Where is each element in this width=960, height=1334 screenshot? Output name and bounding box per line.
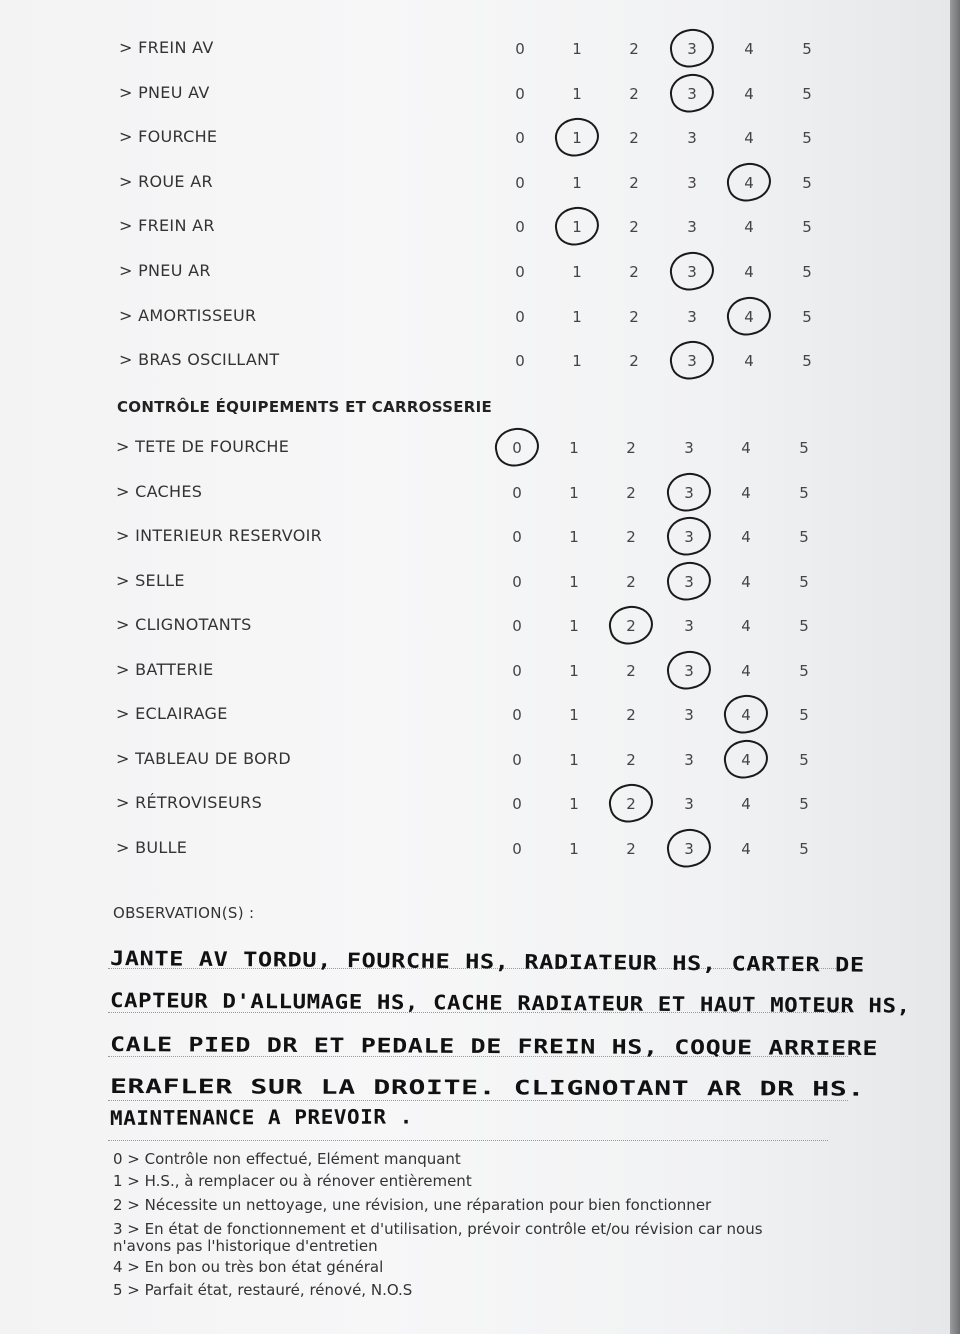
rating-option[interactable]: 4 [741, 795, 751, 813]
rating-option[interactable]: 1 [572, 173, 582, 192]
rating-selected[interactable]: 2 [619, 617, 643, 635]
checklist-item-label: > BATTERIE [116, 659, 214, 679]
rating-option[interactable]: 1 [572, 307, 582, 326]
legend-line: n'avons pas l'historique d'entretien [113, 1237, 378, 1255]
observation-handwriting: CALE PIED DR ET PEDALE DE FREIN HS, COQUE ARRIERE [109, 1032, 879, 1061]
rating-option[interactable]: 1 [569, 795, 579, 813]
rating-option[interactable]: 0 [515, 173, 525, 192]
rating-option[interactable]: 2 [626, 439, 636, 457]
rating-option[interactable]: 4 [741, 661, 751, 680]
rating-option[interactable]: 4 [741, 439, 751, 457]
paper-edge [950, 0, 960, 1334]
rating-option[interactable]: 0 [515, 129, 525, 148]
rating-option[interactable]: 0 [512, 617, 522, 635]
rating-option[interactable]: 4 [744, 263, 754, 281]
checklist-item-label: > SELLE [116, 570, 185, 590]
checklist-row [0, 526, 950, 558]
rating-selected[interactable]: 4 [737, 308, 761, 326]
rating-selected[interactable]: 2 [619, 795, 643, 813]
checklist-item-label: > ROUE AR [119, 171, 213, 191]
rating-selected[interactable]: 4 [734, 706, 758, 724]
rating-option[interactable]: 1 [569, 528, 579, 546]
checklist-row [0, 172, 950, 204]
rating-option[interactable]: 0 [512, 706, 522, 724]
observations-label: OBSERVATION(S) : [113, 904, 255, 922]
checklist-item-label: > BULLE [116, 837, 188, 857]
rating-option[interactable]: 2 [626, 483, 636, 502]
rating-selected[interactable]: 4 [737, 174, 761, 192]
rating-selected[interactable]: 3 [677, 528, 701, 546]
rating-option[interactable]: 4 [741, 528, 751, 546]
rating-option[interactable]: 5 [802, 173, 812, 192]
rating-selected[interactable]: 3 [677, 573, 701, 591]
checklist-row [0, 660, 950, 692]
rating-option[interactable]: 1 [572, 40, 582, 58]
rating-option[interactable]: 2 [629, 129, 639, 148]
rating-option[interactable]: 1 [569, 661, 579, 680]
checklist-item-label: > FREIN AR [119, 216, 215, 236]
rating-option[interactable]: 5 [799, 661, 809, 680]
legend-line: 0 > Contrôle non effectué, Elément manquant [113, 1150, 461, 1168]
checklist-row [0, 350, 950, 382]
rating-option[interactable]: 5 [799, 617, 809, 635]
rating-option[interactable]: 0 [515, 263, 525, 281]
rating-option[interactable]: 0 [512, 483, 522, 502]
rating-selected[interactable]: 1 [565, 129, 589, 147]
checklist-item-label: > ECLAIRAGE [116, 704, 228, 723]
rating-option[interactable]: 3 [684, 750, 694, 769]
legend-line: 5 > Parfait état, restauré, rénové, N.O.S [113, 1281, 413, 1299]
observation-handwriting: ERAFLER SUR LA DROITE. CLIGNOTANT AR DR HS. [109, 1074, 866, 1101]
observation-handwriting: MAINTENANCE A PREVOIR . [109, 1104, 413, 1130]
rating-option[interactable]: 0 [515, 218, 525, 237]
legend-line: 1 > H.S., à remplacer ou à rénover entièrement [113, 1172, 472, 1190]
rating-option[interactable]: 3 [684, 795, 694, 813]
rating-option[interactable]: 4 [744, 218, 754, 237]
rating-option[interactable]: 2 [626, 839, 636, 858]
rating-option[interactable]: 4 [744, 129, 754, 148]
rating-option[interactable]: 4 [741, 572, 751, 591]
rating-option[interactable]: 0 [512, 795, 522, 813]
checklist-item-label: > CLIGNOTANTS [116, 615, 252, 634]
rating-option[interactable]: 3 [687, 218, 697, 237]
rating-option[interactable]: 1 [569, 483, 579, 502]
rating-option[interactable]: 2 [626, 661, 636, 680]
rating-option[interactable]: 1 [572, 352, 582, 371]
checklist-item-label: > BRAS OSCILLANT [119, 350, 280, 370]
rating-option[interactable]: 5 [799, 483, 809, 502]
rating-option[interactable]: 4 [744, 352, 754, 371]
rating-option[interactable]: 2 [626, 706, 636, 724]
checklist-item-label: > FREIN AV [119, 38, 214, 57]
observation-handwriting: CAPTEUR D'ALLUMAGE HS, CACHE RADIATEUR ET HAUT MOTEUR HS, [109, 988, 911, 1018]
rating-option[interactable]: 2 [626, 528, 636, 546]
rating-option[interactable]: 5 [802, 218, 812, 237]
rating-option[interactable]: 4 [744, 84, 754, 103]
checklist-item-label: > AMORTISSEUR [119, 305, 257, 325]
rating-selected[interactable]: 3 [677, 840, 701, 858]
rating-option[interactable]: 3 [684, 706, 694, 724]
rating-option[interactable]: 1 [569, 706, 579, 724]
rating-option[interactable]: 4 [744, 40, 754, 58]
checklist-row [0, 306, 950, 338]
rating-option[interactable]: 0 [515, 40, 525, 58]
checklist-row [0, 482, 950, 514]
checklist-item-label: > FOURCHE [119, 127, 218, 147]
rating-option[interactable]: 5 [802, 40, 812, 58]
rating-option[interactable]: 5 [802, 129, 812, 148]
rating-option[interactable]: 2 [629, 352, 639, 371]
rating-selected[interactable]: 3 [680, 263, 704, 281]
rating-option[interactable]: 2 [629, 84, 639, 103]
rating-option[interactable]: 5 [799, 795, 809, 813]
rating-option[interactable]: 1 [572, 84, 582, 103]
rating-option[interactable]: 1 [569, 617, 579, 635]
rating-option[interactable]: 5 [799, 528, 809, 546]
rating-option[interactable]: 0 [512, 750, 522, 769]
checklist-item-label: > TABLEAU DE BORD [116, 748, 292, 768]
rating-option[interactable]: 0 [512, 839, 522, 858]
checklist-item-label: > INTERIEUR RESERVOIR [116, 526, 323, 545]
rating-selected[interactable]: 3 [680, 352, 704, 370]
checklist-row [0, 261, 950, 293]
rating-option[interactable]: 0 [515, 307, 525, 326]
rating-selected[interactable]: 3 [677, 484, 701, 502]
rating-option[interactable]: 5 [799, 839, 809, 858]
checklist-row [0, 38, 950, 70]
checklist-row [0, 704, 950, 736]
rating-selected[interactable]: 3 [677, 662, 701, 680]
rating-selected[interactable]: 4 [734, 751, 758, 769]
checklist-item-label: > PNEU AR [119, 261, 211, 280]
rating-option[interactable]: 5 [802, 352, 812, 371]
rating-option[interactable]: 3 [684, 617, 694, 635]
rating-option[interactable]: 1 [569, 439, 579, 457]
checklist-item-label: > CACHES [116, 481, 203, 501]
rating-option[interactable]: 0 [512, 572, 522, 591]
rating-option[interactable]: 1 [569, 839, 579, 858]
rating-option[interactable]: 0 [515, 84, 525, 103]
rating-selected[interactable]: 3 [680, 40, 704, 58]
section-title: CONTRÔLE ÉQUIPEMENTS ET CARROSSERIE [117, 398, 493, 416]
legend-line: 4 > En bon ou très bon état général [113, 1258, 384, 1276]
checklist-row [0, 749, 950, 781]
rating-option[interactable]: 0 [515, 352, 525, 371]
checklist-row [0, 216, 950, 248]
rating-option[interactable]: 2 [629, 173, 639, 192]
rating-option[interactable]: 3 [687, 173, 697, 192]
legend-line: 2 > Nécessite un nettoyage, une révision, une réparation pour bien fonctionner [113, 1196, 712, 1214]
rating-option[interactable]: 2 [629, 40, 639, 58]
rating-option[interactable]: 5 [802, 84, 812, 103]
rating-option[interactable]: 5 [799, 706, 809, 724]
rating-option[interactable]: 0 [512, 528, 522, 546]
checklist-row [0, 793, 950, 825]
rating-selected[interactable]: 3 [680, 85, 704, 103]
rating-option[interactable]: 3 [687, 129, 697, 148]
rating-selected[interactable]: 1 [565, 218, 589, 236]
rating-option[interactable]: 5 [802, 307, 812, 326]
checklist-row [0, 838, 950, 870]
rating-option[interactable]: 3 [687, 307, 697, 326]
rating-option[interactable]: 2 [626, 750, 636, 769]
rating-option[interactable]: 4 [741, 483, 751, 502]
checklist-row [0, 615, 950, 647]
rating-option[interactable]: 5 [799, 572, 809, 591]
rating-option[interactable]: 5 [802, 263, 812, 281]
rating-option[interactable]: 3 [684, 439, 694, 457]
rating-option[interactable]: 4 [741, 839, 751, 858]
rating-option[interactable]: 4 [741, 617, 751, 635]
checklist-item-label: > TETE DE FOURCHE [116, 437, 290, 456]
checklist-row [0, 83, 950, 115]
rating-option[interactable]: 0 [512, 661, 522, 680]
checklist-row [0, 571, 950, 603]
legend-line: 3 > En état de fonctionnement et d'utilisation, prévoir contrôle et/ou révision car nous [113, 1220, 763, 1238]
rating-option[interactable]: 2 [629, 218, 639, 237]
rating-option[interactable]: 2 [629, 307, 639, 326]
rating-option[interactable]: 2 [629, 263, 639, 281]
rating-option[interactable]: 5 [799, 439, 809, 457]
observation-handwriting: JANTE AV TORDU, FOURCHE HS, RADIATEUR HS, CARTER DE [109, 946, 865, 977]
rating-option[interactable]: 1 [569, 572, 579, 591]
rating-option[interactable]: 1 [569, 750, 579, 769]
checklist-row [0, 127, 950, 159]
rating-option[interactable]: 1 [572, 263, 582, 281]
checklist-item-label: > RÉTROVISEURS [116, 793, 263, 812]
checklist-item-label: > PNEU AV [119, 82, 210, 102]
checklist-row [0, 437, 950, 469]
rating-selected[interactable]: 0 [505, 439, 529, 457]
rating-option[interactable]: 2 [626, 572, 636, 591]
rating-option[interactable]: 5 [799, 750, 809, 769]
